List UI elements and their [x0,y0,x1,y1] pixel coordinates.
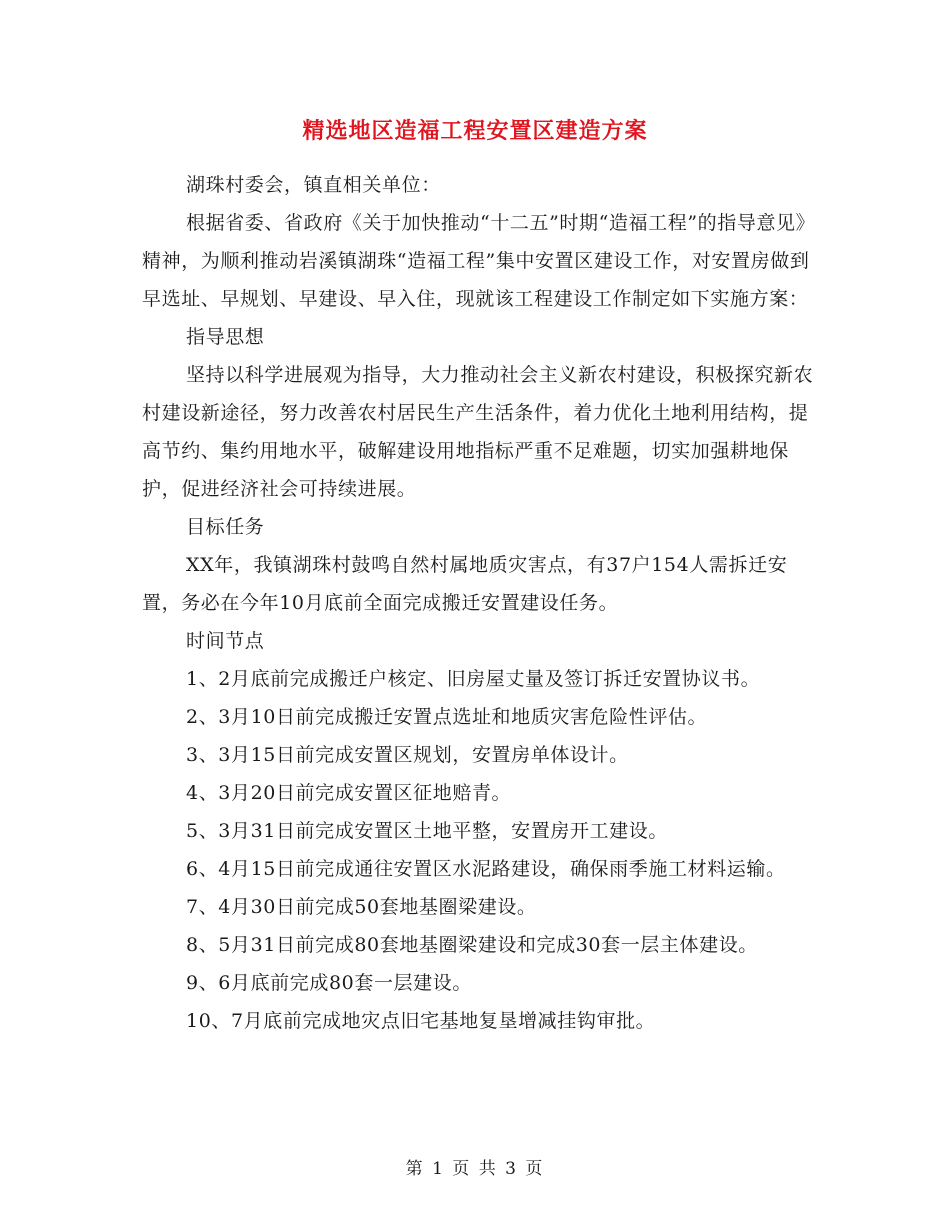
section-heading-guiding-ideology: 指导思想 [186,326,265,348]
timeline-item: 1、2月底前完成搬迁户核定、旧房屋丈量及签订拆迁安置协议书。 [186,668,761,690]
document-title: 精选地区造福工程安置区建造方案 [302,118,648,144]
timeline-item: 6、4月15日前完成通往安置区水泥路建设，确保雨季施工材料运输。 [186,858,786,880]
guiding-ideology-paragraph: 坚持以科学进展观为指导，大力推动社会主义新农村建设，积极探究新农村建设新途径，努力改善农村居民生产生活条件，着力优化土地利用结构，提高节约、集约用地水平，破解建设用地指标严重不足难题，切实加强耕地保护，促进经济社会可持续进展。 [142,364,814,500]
goals-paragraph: XX年，我镇湖珠村鼓鸣自然村属地质灾害点，有37户154人需拆迁安置，务必在今年10月底前全面完成搬迁安置建设任务。 [142,554,788,614]
timeline-item: 2、3月10日前完成搬迁安置点选址和地质灾害危险性评估。 [186,706,708,728]
timeline-item: 7、4月30日前完成50套地基圈梁建设。 [186,896,537,918]
section-heading-goals: 目标任务 [186,516,265,538]
document-body [142,166,818,1040]
timeline-item: 5、3月31日前完成安置区土地平整，安置房开工建设。 [186,820,668,842]
timeline-item: 4、3月20日前完成安置区征地赔青。 [186,782,512,804]
section-heading-timeline: 时间节点 [186,630,265,652]
timeline-item: 10、7月底前完成地灾点旧宅基地复垦增减挂钩审批。 [186,1010,656,1032]
timeline-item: 8、5月31日前完成80套地基圈梁建设和完成30套一层主体建设。 [186,934,758,956]
timeline-item: 9、6月底前完成80套一层建设。 [186,972,472,994]
salutation: 湖珠村委会，镇直相关单位： [186,174,441,196]
timeline-item: 3、3月15日前完成安置区规划，安置房单体设计。 [186,744,629,766]
intro-paragraph: 根据省委、省政府《关于加快推动“十二五”时期“造福工程”的指导意见》精神，为顺利推动岩溪镇湖珠“造福工程”集中安置区建设工作，对安置房做到早选址、早规划、早建设、早入住，现就该工程建设工作制定如下实施方案： [142,212,816,310]
page-footer: 第 1 页 共 3 页 [405,1159,545,1179]
